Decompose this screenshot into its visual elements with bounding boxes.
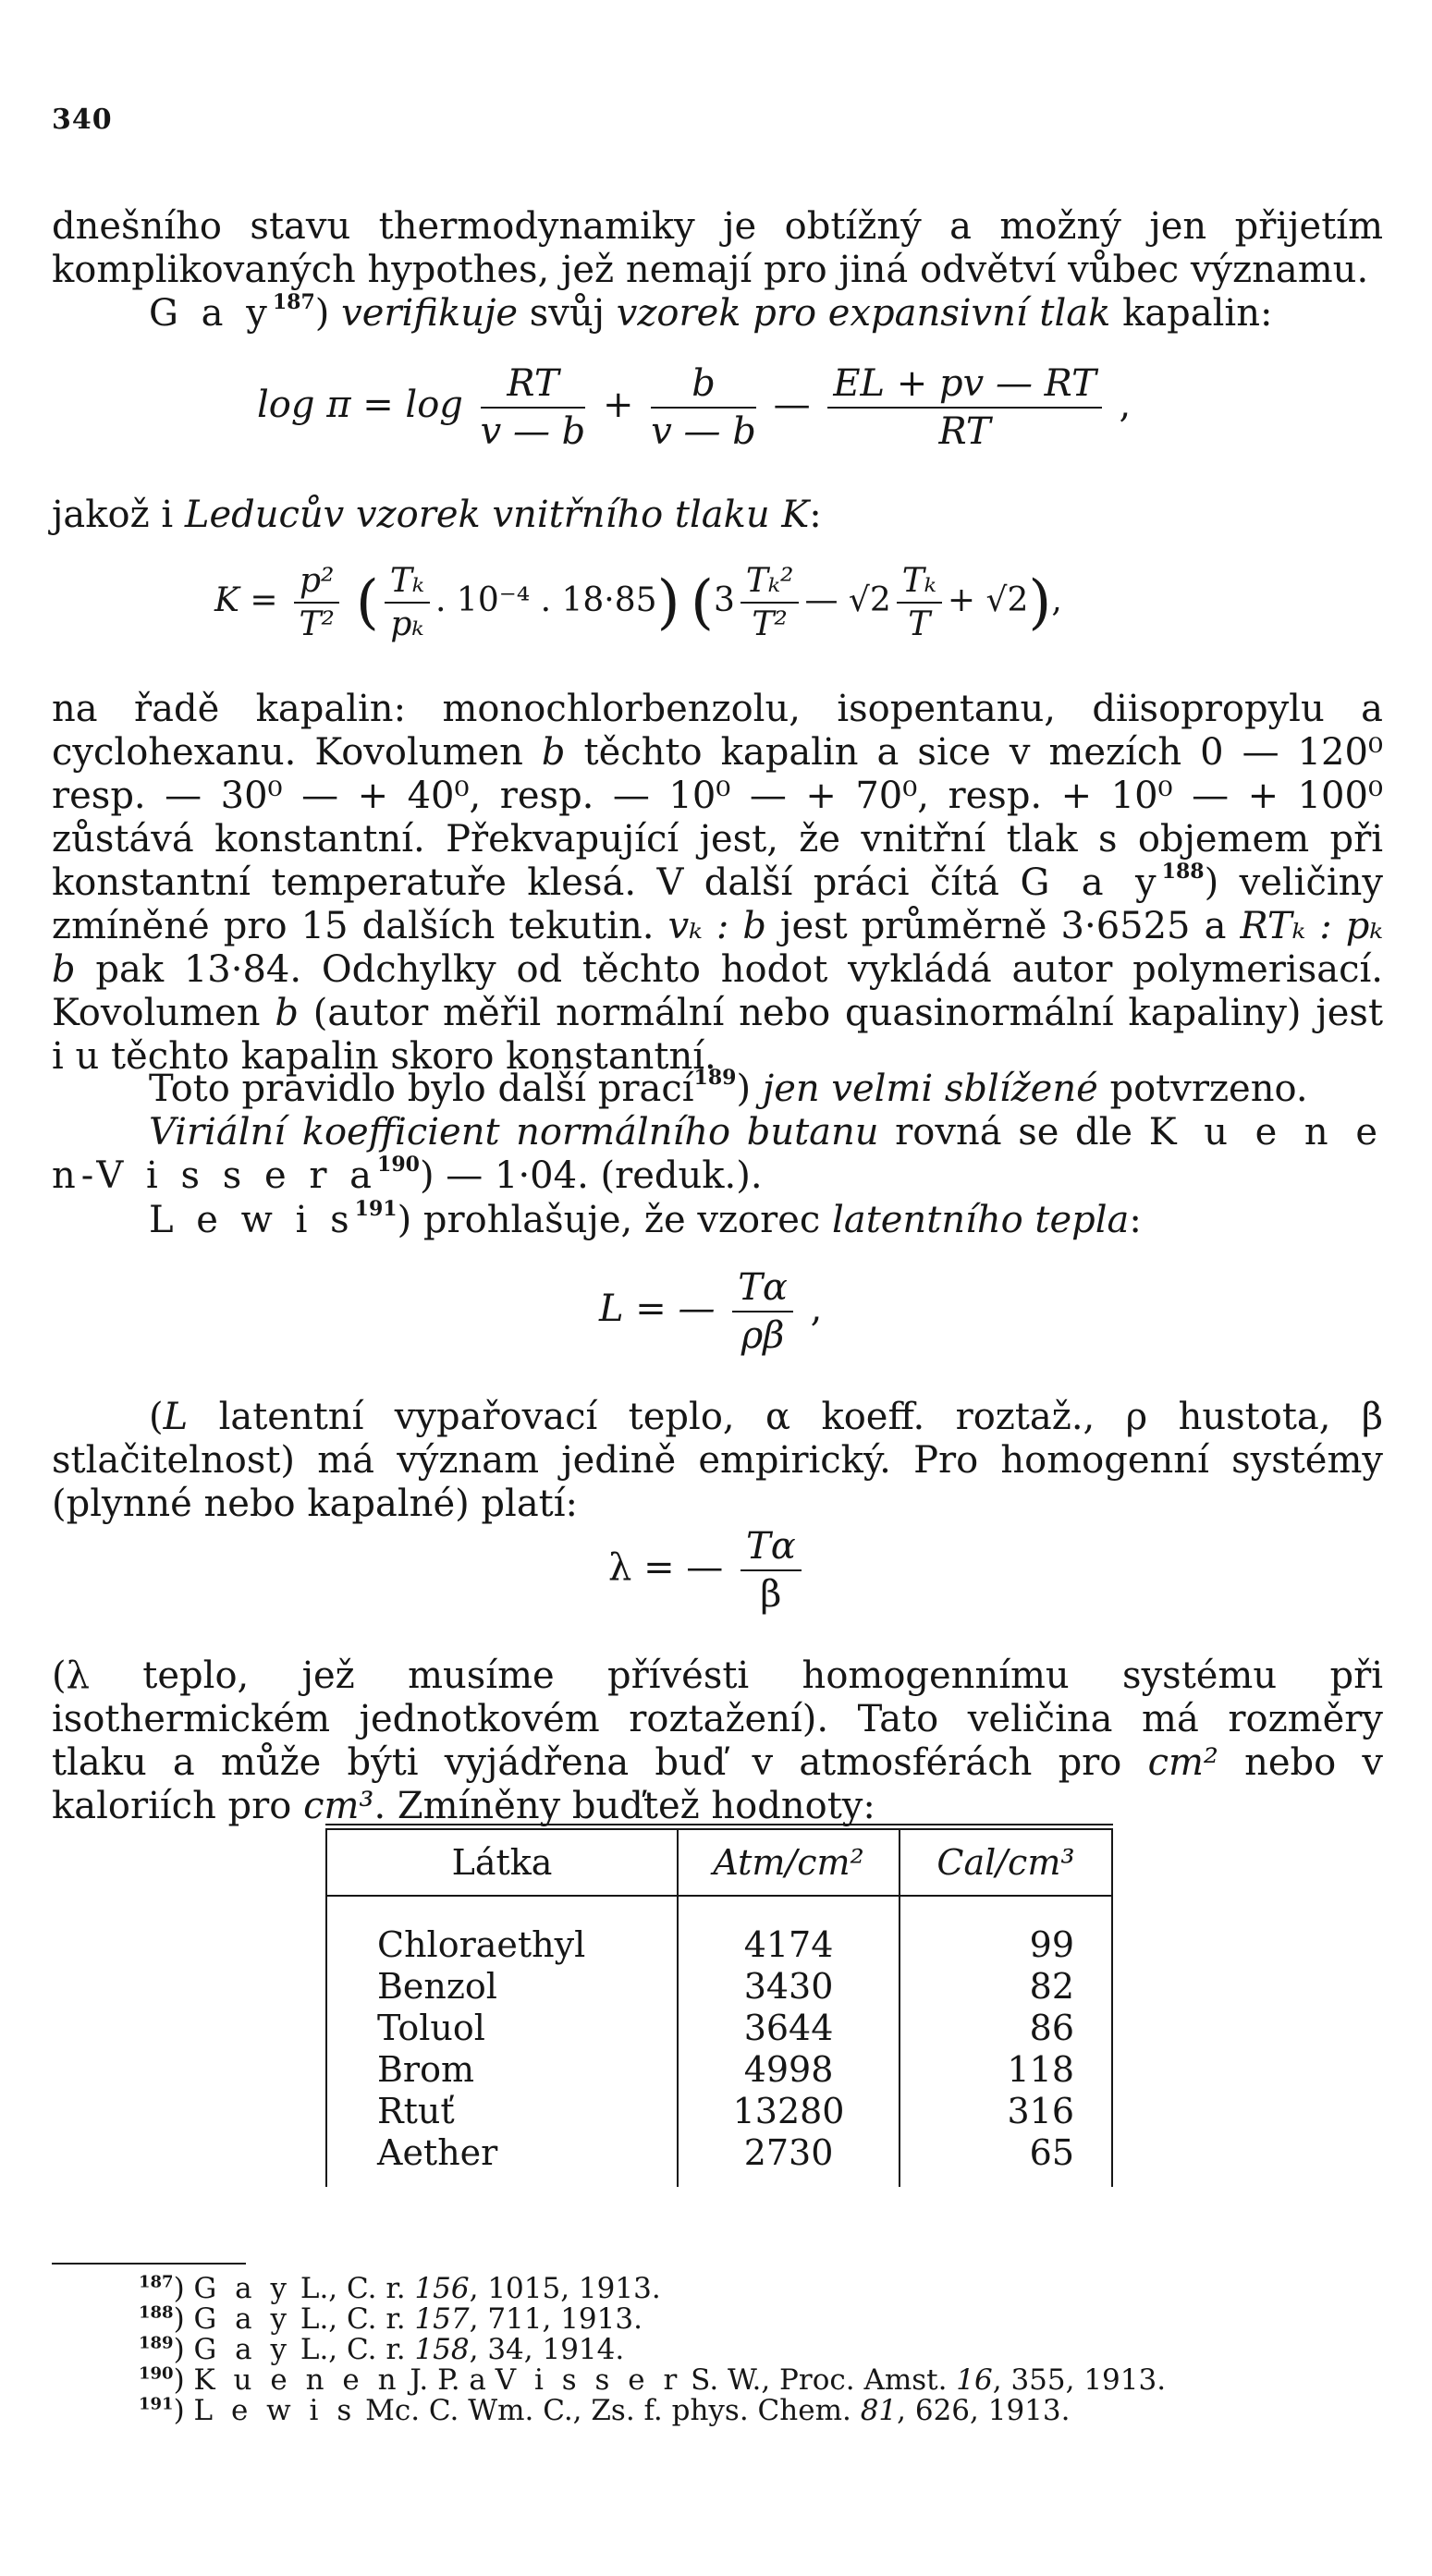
cell-atm: 2730 [678,2132,900,2187]
footnote-number: 191 [139,2394,174,2414]
cell-atm: 4998 [678,2049,900,2091]
p8-t1: ( [149,1396,164,1438]
p7-t1: ) prohlašuje, že vzorec [397,1199,833,1241]
eq3-end: , [810,1288,823,1330]
p4-t6: (autor měřil normální nebo quasinormální kapaliny) jest i u těchto kapalin skoro konstantní. [52,992,1384,1078]
footnote-pre: L., C. r. [291,2333,415,2366]
footnote-rule [52,2263,246,2265]
eq1-f2-num: b [651,362,756,409]
footnote-189: $^{189}$) G a y L., C. r. 158, 34, 1914. [139,2333,625,2366]
p5-t2: ) [736,1068,763,1110]
p9-t3: . Zmíněny buďtež hodnoty: [373,1785,875,1827]
eq2-frac-4 [897,562,942,643]
eq1-f3-num: EL + pv — RT [827,362,1101,409]
eq3-frac [732,1266,793,1357]
eq1-f3-den: RT [938,410,991,453]
table-row [326,2091,1112,2132]
equation-k [214,562,1062,643]
cell-substance: Toluol [326,2008,678,2049]
table-row [326,2132,1112,2187]
eq2-paren-open-2: ( [690,568,714,637]
cell-cal: 65 [900,2132,1112,2187]
values-table [325,1824,1113,2187]
table-row [326,1896,1112,1966]
cell-substance: Chloraethyl [326,1896,678,1966]
cell-substance: Aether [326,2132,678,2187]
footnote-volume: 16 [956,2363,993,2397]
emph-sblizene: jen velmi sblížené [762,1068,1098,1110]
eq4-num: Tα [740,1525,802,1571]
cell-substance: Benzol [326,1966,678,2008]
footnote-number: 188 [139,2302,174,2323]
p8-t2: latentní vypařovací teplo, α koeff. roztaž., ρ hustota, β stlačitelnost) má význam jedině empirický. Pro homogenní systémy (plynné nebo kapalné) platí: [52,1396,1383,1525]
footnote-author: K u e n e n [193,2363,401,2397]
footnote-post: , 711, 1913. [469,2302,643,2336]
ref-188: 188 [1161,859,1205,884]
footnote-author: G a y [193,2333,291,2366]
eq4-lhs: λ = — [608,1546,724,1589]
eq1-frac-3 [827,362,1101,453]
footnotes [139,2274,1166,2426]
paragraph-7 [52,1196,1383,1242]
page-number: 340 [52,104,113,136]
eq2-end: , [1051,581,1062,619]
paragraph-9 [52,1654,1383,1828]
eq1-frac-2 [651,362,756,453]
header-latka: Látka [326,1827,678,1897]
eq2-inner-pre: 3 [713,581,735,619]
footnote-188: $^{188}$) G a y L., C. r. 157, 711, 1913. [139,2302,643,2336]
cell-cal: 316 [900,2091,1112,2132]
p3-lead: jakož i [52,494,185,536]
footnote-author-2: V i s s e r [495,2363,682,2397]
eq2-frac-3 [740,562,800,643]
p9-cm2: cm² [1147,1741,1218,1784]
paragraph-5 [52,1065,1383,1111]
eq2-paren-open-1: ( [355,568,379,637]
ref-187: 187 [272,289,315,314]
author-gay: G a y [149,292,273,335]
eq2-f2-num: Tₖ [385,562,430,604]
cell-cal: 86 [900,2008,1112,2049]
footnote-190: $^{190}$) K u e n e n J. P. a V i s s e r S. W., Proc. Amst. 16, 355, 1913. [139,2363,1167,2397]
emph-virialni: Viriální koefficient normálního butanu [149,1111,879,1154]
eq3-num: Tα [732,1266,793,1312]
p7-t2: : [1129,1199,1142,1241]
footnote-number: 190 [139,2363,174,2384]
cell-cal: 82 [900,1966,1112,2008]
text-mid: svůj [518,292,617,335]
p6-t1: rovná se dle [878,1111,1149,1154]
verb-verifikuje: verifikuje [341,292,519,335]
footnote-author: L e w i s [193,2394,357,2427]
p9-t2: nebo v kaloriích pro [52,1741,1384,1827]
footnote-191: $^{191}$) L e w i s Mc. C. Wm. C., Zs. f. phys. Chem. 81, 626, 1913. [139,2394,1071,2427]
equation-lambda [608,1525,807,1616]
paragraph-1-text: dnešního stavu thermodynamiky je obtížný a možný jen přijetím komplikovaných hypothes, jež nemají pro jiná odvětví vůbec významu. [52,205,1383,291]
eq1-frac-1 [481,362,586,453]
eq2-f1-den: T² [299,605,335,643]
paragraph-4 [52,688,1383,1079]
p4-t1: na řadě kapalin: monochlorbenzolu, isopentanu, diisopropylu a cyclohexanu. Kovolumen [52,688,1383,774]
eq2-f4-num: Tₖ [897,562,942,604]
cell-substance: Rtuť [326,2091,678,2132]
p4-rtk: RTₖ : pₖ b [52,905,1383,991]
eq1-end: , [1119,384,1132,426]
p5-t3: potvrzeno. [1097,1068,1308,1110]
footnote-post: , 355, 1913. [992,2363,1167,2397]
paragraph-8 [52,1396,1383,1526]
paragraph-3 [52,494,1383,537]
footnote-pre: J. P. a [400,2363,496,2397]
emph-leduc: Leducův vzorek vnitřního tlaku K [184,494,810,536]
footnote-number: 187 [139,2272,174,2292]
footnote-volume: 156 [414,2272,470,2305]
emph-latentni-teplo: latentního tepla [832,1199,1130,1241]
footnote-author: G a y [193,2302,291,2336]
footnote-volume: 158 [414,2333,470,2366]
p4-t5: pak 13·84. Odchylky od těchto hodot vykládá autor polymerisací. Kovolumen [52,948,1383,1034]
table-row [326,1966,1112,2008]
ref-190: 190 [377,1152,420,1177]
p4-b2: b [275,992,299,1034]
cell-atm: 4174 [678,1896,900,1966]
p9-cm3: cm³ [303,1785,374,1827]
footnote-pre: Mc. C. Wm. C., Zs. f. phys. Chem. [356,2394,861,2427]
author-kuenen-visser: K u e n e n-V i s s e r a [52,1111,1383,1197]
paragraph-1 [52,205,1383,292]
footnote-author: G a y [193,2272,291,2305]
text-tail: kapalin: [1110,292,1273,335]
footnote-pre-2: S. W., Proc. Amst. [681,2363,957,2397]
p4-b1: b [541,731,566,774]
equation-log-pi [257,362,1131,453]
eq2-f1-num: p² [294,562,339,604]
eq3-den: ρβ [740,1314,785,1357]
eq2-paren-close-2: ) [1028,568,1052,637]
ref-close: ) [314,292,330,335]
cell-atm: 3430 [678,1966,900,2008]
eq2-paren-close-1: ) [656,568,680,637]
eq2-f3-num: Tₖ² [740,562,800,604]
footnote-volume: 157 [414,2302,470,2336]
p5-t1: Toto pravidlo bylo další prací [149,1068,694,1110]
table-header-row [326,1827,1112,1897]
eq1-plus: + [603,384,634,426]
eq2-mid: . 10⁻⁴ . 18·85 [435,581,657,619]
header-atm: Atm/cm² [678,1827,900,1897]
cell-cal: 118 [900,2049,1112,2091]
eq1-lhs: log π = log [257,384,463,426]
header-cal: Cal/cm³ [900,1827,1112,1897]
p4-t2: těchto kapalin a sice v mezích 0 — 120⁰ resp. — 30⁰ — + 40⁰, resp. — 10⁰ — + 70⁰, resp. + 10⁰ — + 100⁰ zůstává konstantní. Překvapující jest, že vnitřní tlak s objemem při konstantní temperatuře klesá. V další práci čítá [52,731,1383,904]
eq4-frac [740,1525,802,1616]
paragraph-2 [52,289,1383,336]
ref-191: 191 [354,1196,398,1221]
table-row [326,2008,1112,2049]
equation-latent-heat [599,1266,822,1357]
cell-cal: 99 [900,1896,1112,1966]
eq2-f3-den: T² [752,605,788,643]
eq2-f2-den: pₖ [390,605,424,643]
eq1-minus: — [773,384,811,426]
footnote-pre: L., C. r. [291,2302,415,2336]
footnote-volume: 81 [860,2394,898,2427]
footnote-post: , 34, 1914. [469,2333,625,2366]
p4-vk: vₖ : b [667,905,766,947]
footnote-187: $^{187}$) G a y L., C. r. 156, 1015, 1913. [139,2272,661,2305]
eq1-f2-den: v — b [651,410,756,453]
emph-expansivni-tlak: vzorek pro expansivní tlak [616,292,1111,335]
eq2-f4-den: T [908,605,931,643]
table-row [326,2049,1112,2091]
p4-t4: jest průměrně 3·6525 a [765,905,1241,947]
ref-189: 189 [693,1065,737,1090]
eq2-sqrt-a: — √2 [804,581,891,619]
eq2-lhs: K = [214,581,278,619]
footnote-number: 189 [139,2333,174,2353]
cell-atm: 3644 [678,2008,900,2049]
eq1-f1-num: RT [481,362,586,409]
paragraph-6 [52,1111,1383,1198]
eq2-sqrt-b: + √2 [947,581,1029,619]
eq2-frac-1 [294,562,339,643]
p9-t1: (λ teplo, jež musíme přívésti homogennímu systému při isothermickém jednotkovém roztažení). Tato veličina má rozměry tlaku a může býti vyjádřena buď v atmosférách pro [52,1654,1383,1784]
p3-tail: : [809,494,822,536]
footnote-pre: L., C. r. [291,2272,415,2305]
author-lewis: L e w i s [149,1199,355,1241]
p4-t3: ) veličiny zmíněné pro 15 dalších tekutin. [52,861,1384,947]
eq1-f1-den: v — b [480,410,586,453]
p8-L: L [163,1396,189,1438]
eq4-den: β [760,1573,782,1616]
eq2-frac-2 [385,562,430,643]
footnote-post: , 626, 1913. [897,2394,1071,2427]
author-gay-2: G a y [1020,861,1162,904]
p6-t2: ) — 1·04. (reduk.). [419,1154,763,1197]
cell-atm: 13280 [678,2091,900,2132]
footnote-post: , 1015, 1913. [469,2272,661,2305]
eq3-lhs: L = — [599,1288,716,1330]
cell-substance: Brom [326,2049,678,2091]
